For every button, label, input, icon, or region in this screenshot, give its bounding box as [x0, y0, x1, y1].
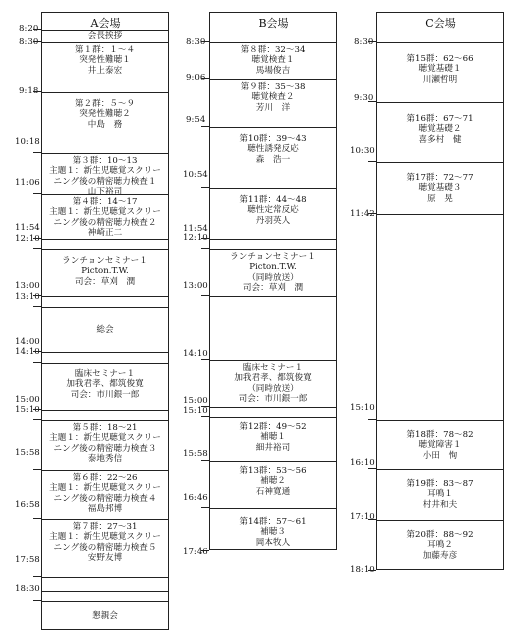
hall-b-session-13: 第13群：53～56 補聴２ 石神寛通 — [210, 461, 336, 508]
time-tick — [33, 41, 41, 42]
time-tick — [368, 419, 376, 420]
hall-b-session-11: 第11群：44～48 聴性定常反応 丹羽英人 — [210, 188, 336, 239]
hall-a-break — [42, 239, 168, 249]
time-label: 11:54 — [15, 223, 40, 233]
time-tick — [368, 41, 376, 42]
time-label: 17:10 — [350, 512, 375, 522]
time-tick — [33, 469, 41, 470]
hall-a-opening-remarks: 会長挨拶 — [42, 30, 168, 42]
time-tick — [201, 460, 209, 461]
hall-b-session-10: 第10群：39～43 聴性誘発反応 森 浩一 — [210, 127, 336, 188]
time-label: 14:10 — [183, 349, 208, 359]
time-label: 11:06 — [15, 178, 40, 188]
time-label: 16:58 — [15, 500, 40, 510]
time-label: 13:00 — [15, 281, 40, 291]
time-tick — [201, 78, 209, 79]
time-label: 12:10 — [183, 233, 208, 243]
hall-c-column — [376, 12, 504, 570]
hall-a-break — [42, 577, 168, 591]
time-label: 15:10 — [15, 405, 40, 415]
time-label: 14:00 — [15, 337, 40, 347]
time-label: 10:54 — [183, 170, 208, 180]
hall-b-column — [209, 12, 337, 550]
time-label: 8:30 — [19, 37, 39, 47]
hall-b-idle — [210, 296, 336, 360]
time-label: 18:10 — [350, 565, 375, 575]
time-tick — [201, 550, 209, 551]
hall-b-clinical-seminar-broadcast: 臨床セミナー１ 加我君孝、都筑俊寛 （同時放送） 司会：市川銀一郎 — [210, 360, 336, 407]
hall-a-gap — [42, 591, 168, 601]
hall-c-session-20: 第20群：88～92 耳鳴２ 加藤寿彦 — [377, 520, 503, 571]
hall-a-break — [42, 410, 168, 420]
time-label: 12:10 — [15, 234, 40, 244]
time-label: 10:30 — [350, 146, 375, 156]
time-tick — [201, 359, 209, 360]
hall-a-session-3: 第３群：10～13 主題１：新生児聴覚スクリー ニング後の精密聴力検査１ 山下裕司 — [42, 153, 168, 194]
hall-b-header: B会場 — [258, 17, 289, 30]
time-tick — [33, 29, 41, 30]
hall-c-session-16: 第16群：67～71 聴覚基礎２ 喜多村 健 — [377, 102, 503, 162]
hall-a-session-6: 第６群：22～26 主題１：新生児聴覚スクリー ニング後の精密聴力検査４ 福島邦博 — [42, 470, 168, 519]
hall-c-idle — [377, 214, 503, 420]
hall-a-luncheon-seminar: ランチョンセミナー１ Picton.T.W. 司会：草刈 潤 — [42, 249, 168, 296]
time-tick — [368, 468, 376, 469]
hall-a-session-1: 第１群：１～４ 突発性難聴１ 井上泰宏 — [42, 42, 168, 92]
hall-b-break — [210, 239, 336, 249]
time-tick — [33, 576, 41, 577]
time-label: 9:06 — [186, 73, 206, 83]
time-label: 13:00 — [183, 281, 208, 291]
time-tick — [33, 306, 41, 307]
hall-b-session-14: 第14群：57～61 補聴３ 岡本牧人 — [210, 508, 336, 551]
time-label: 13:10 — [15, 292, 40, 302]
time-tick — [33, 238, 41, 239]
time-tick — [201, 406, 209, 407]
hall-b-luncheon-seminar-broadcast: ランチョンセミナー１ Picton.T.W. （同時放送） 司会：草刈 潤 — [210, 249, 336, 360]
hall-a-general-meeting: 総会 — [42, 307, 168, 352]
hall-a-session-4: 第４群：14～17 主題１：新生児聴覚スクリー ニング後の精密聴力検査２ 神崎正二 — [42, 194, 168, 239]
time-tick — [201, 187, 209, 188]
time-label: 11:54 — [183, 224, 208, 234]
time-label: 8:20 — [19, 24, 39, 34]
hall-b-session-8: 第８群：32～34 聴覚検査１ 馬場俊吉 — [210, 42, 336, 79]
time-label: 14:10 — [15, 347, 40, 357]
time-tick — [33, 419, 41, 420]
time-tick — [201, 248, 209, 249]
hall-a-column — [41, 12, 169, 630]
time-label: 15:10 — [183, 406, 208, 416]
time-label: 10:18 — [15, 137, 40, 147]
time-label: 15:00 — [15, 395, 40, 405]
hall-b-session-9: 第９群：35～38 聴覚検査２ 芳川 洋 — [210, 79, 336, 127]
hall-b-session-12: 第12群：49～52 補聴１ 細井裕司 — [210, 417, 336, 461]
hall-c-session-17: 第17群：72～77 聴覚基礎３ 原 晃 — [377, 162, 503, 214]
hall-a-break — [42, 352, 168, 363]
time-label: 8:30 — [354, 37, 374, 47]
time-tick — [201, 295, 209, 296]
hall-a-header: A会場 — [90, 17, 121, 30]
time-tick — [201, 126, 209, 127]
time-tick — [33, 295, 41, 296]
time-label: 17:58 — [15, 555, 40, 565]
time-label: 9:30 — [354, 93, 374, 103]
hall-b-break — [210, 407, 336, 417]
hall-a-session-7: 第７群：27～31 主題１：新生児聴覚スクリー ニング後の精密聴力検査５ 安野友博 — [42, 519, 168, 577]
hall-a-clinical-seminar: 臨床セミナー１ 加我君孝、都筑俊寛 司会：市川銀一郎 — [42, 363, 168, 410]
time-tick — [368, 570, 376, 571]
time-tick — [368, 101, 376, 102]
hall-a-session-5: 第５群：18～21 主題１：新生児聴覚スクリー ニング後の精密聴力検査３ 泰地秀信 — [42, 420, 168, 470]
time-label: 15:58 — [15, 448, 40, 458]
time-label: 15:58 — [183, 449, 208, 459]
time-tick — [201, 416, 209, 417]
time-tick — [33, 409, 41, 410]
time-tick — [33, 193, 41, 194]
hall-c-header: C会場 — [425, 17, 456, 30]
time-tick — [33, 351, 41, 352]
time-label: 11:42 — [350, 209, 375, 219]
time-label: 9:54 — [186, 115, 206, 125]
time-label: 15:10 — [350, 403, 375, 413]
time-tick — [33, 362, 41, 363]
time-tick — [201, 238, 209, 239]
time-tick — [368, 519, 376, 520]
time-tick — [201, 507, 209, 508]
hall-c-session-15: 第15群：62～66 聴覚基礎１ 川瀬哲明 — [377, 42, 503, 102]
hall-c-session-18: 第18群：78～82 聴覚障害１ 小田 恂 — [377, 420, 503, 469]
time-tick — [33, 152, 41, 153]
time-tick — [33, 91, 41, 92]
time-label: 15:00 — [183, 396, 208, 406]
time-label: 18:30 — [15, 584, 40, 594]
hall-c-session-19: 第19群：83～87 耳鳴１ 村井和夫 — [377, 469, 503, 520]
time-label: 16:10 — [350, 458, 375, 468]
time-label: 17:46 — [183, 547, 208, 557]
hall-a-session-2: 第２群：５～９ 突発性難聴２ 中島 務 — [42, 92, 168, 153]
time-tick — [201, 41, 209, 42]
time-tick — [33, 248, 41, 249]
hall-a-reception-party: 懇親会 — [42, 601, 168, 631]
time-label: 9:18 — [19, 86, 39, 96]
time-label: 8:30 — [186, 37, 206, 47]
time-tick — [33, 600, 41, 601]
hall-a-break — [42, 296, 168, 307]
time-tick — [368, 213, 376, 214]
time-tick — [368, 161, 376, 162]
time-label: 16:46 — [183, 493, 208, 503]
time-tick — [33, 518, 41, 519]
